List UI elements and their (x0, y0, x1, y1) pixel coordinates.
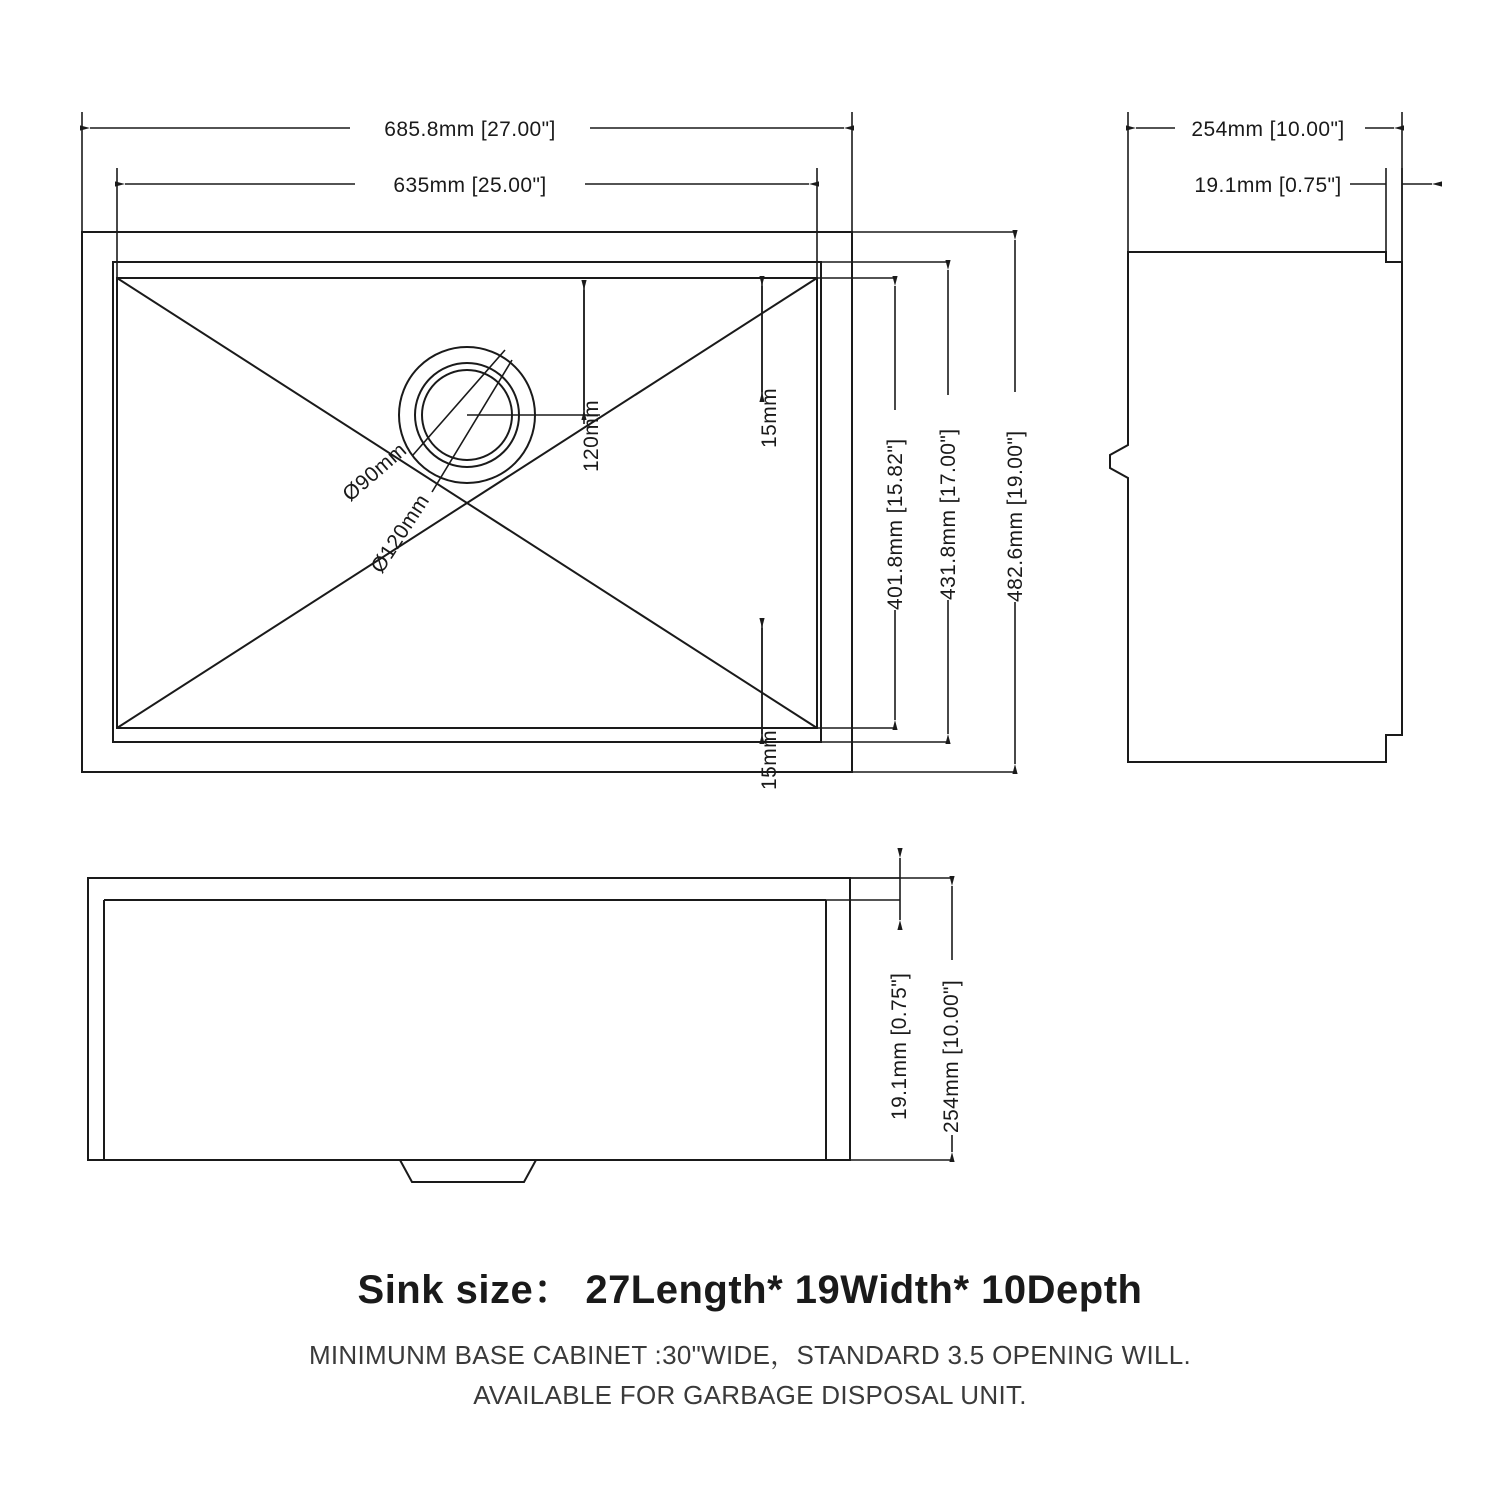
dim-text-drain-120: Ø120mm (366, 490, 435, 578)
side-view-geometry (1110, 252, 1402, 762)
dim-text-side-width: 254mm [10.00"] (1191, 118, 1345, 141)
dim-text-corner-bottom: 15mm (758, 730, 781, 790)
dim-front-rim (888, 858, 911, 1120)
dim-text-inner-width: 635mm [25.00"] (393, 174, 547, 197)
dim-mid-depth (929, 270, 963, 734)
top-view-geometry (82, 232, 852, 772)
dim-text-front-rim: 19.1mm [0.75"] (888, 972, 911, 1120)
front-view-geometry (88, 878, 850, 1182)
caption-line-2: AVAILABLE FOR GARBAGE DISPOSAL UNIT. (473, 1380, 1027, 1410)
dim-text-offset-120: 120mm (580, 400, 603, 473)
dim-corner-bottom (758, 620, 781, 790)
dim-text-drain-90: Ø90mm (338, 438, 412, 507)
dim-text-mid-depth: 431.8mm [17.00"] (937, 428, 960, 600)
dim-outer-depth (996, 240, 1030, 764)
caption-line-1: MINIMUNM BASE CABINET :30"WIDE，STANDARD 3.5 OPENING WILL. (308, 1340, 1192, 1370)
dim-text-outer-width: 685.8mm [27.00"] (384, 118, 556, 141)
caption-title: Sink size： 27Length* 19Width* 10Depth (357, 1268, 1143, 1312)
dim-front-depth (933, 886, 967, 1152)
dim-text-corner-top: 15mm (758, 388, 781, 448)
dim-text-outer-depth: 482.6mm [19.00"] (1004, 430, 1027, 602)
dim-text-inner-depth: 401.8mm [15.82"] (884, 438, 907, 610)
dim-offset-120 (467, 280, 603, 472)
dim-text-side-rim: 19.1mm [0.75"] (1194, 174, 1342, 197)
dim-inner-depth (876, 286, 910, 720)
dim-side-rim (1180, 168, 1432, 262)
dim-text-front-depth: 254mm [10.00"] (940, 979, 963, 1133)
top-view-right-extensions (817, 232, 1015, 772)
